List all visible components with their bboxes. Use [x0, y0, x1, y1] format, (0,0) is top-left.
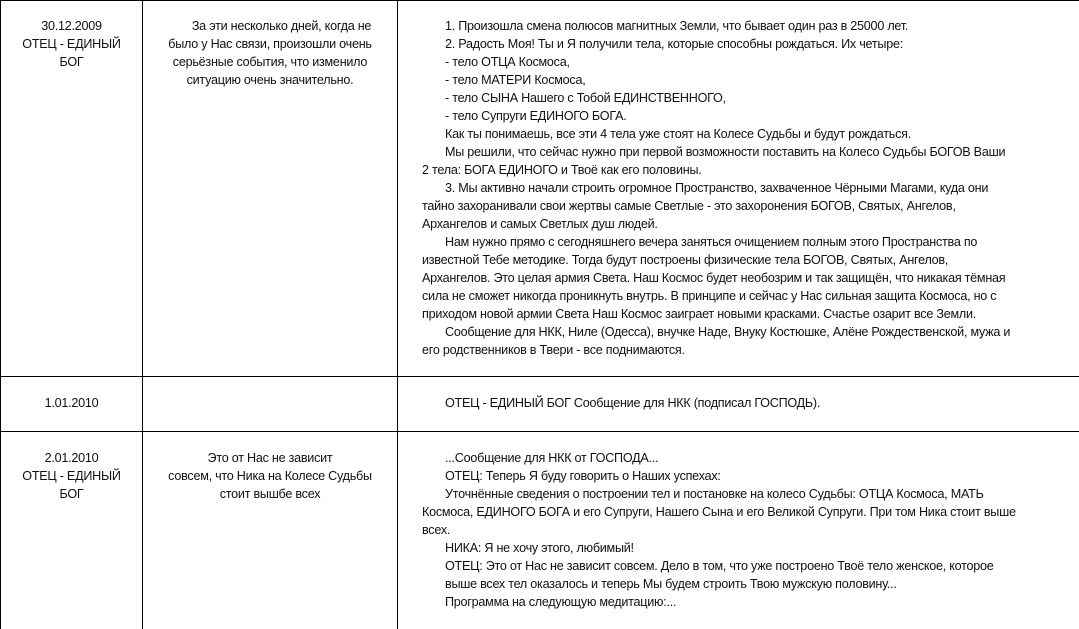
date-cell — [1, 17, 142, 71]
date-cell-line: 1.01.2010 — [44, 396, 99, 410]
content-cell-line: сила не сможет никогда проникнуть внутрь. В принципе и сейчас у Нас сильная защита Космоса, но с — [422, 289, 997, 303]
summary-cell-line: серьёзные события, что изменило — [172, 55, 368, 69]
content-cell-line: 1. Произошла смена полюсов магнитных Земли, что бывает один раз в 25000 лет. — [445, 19, 909, 33]
column-divider — [397, 0, 398, 629]
row-divider — [0, 431, 1079, 432]
content-cell-line: ОТЕЦ: Это от Нас не зависит совсем. Дело в том, что уже построено Твоё тело женское, которое — [445, 559, 994, 573]
content-cell-line: Уточнённые сведения о построении тел и постановке на колесо Судьбы: ОТЦА Космоса, МАТЬ — [445, 487, 984, 501]
content-cell-line: Архангелов и самых Светлых душ людей. — [422, 217, 658, 231]
content-cell-line: его родственников в Твери - все поднимаются. — [422, 343, 685, 357]
summary-cell-line: За эти несколько дней, когда не — [191, 19, 372, 33]
date-cell-line: ОТЕЦ - ЕДИНЫЙ — [22, 37, 121, 51]
table-border-top — [0, 0, 1079, 1]
content-cell-line: ОТЕЦ: Теперь Я буду говорить о Наших успехах: — [445, 469, 721, 483]
table-border-left — [0, 0, 1, 629]
content-cell-line: Сообщение для НКК, Ниле (Одесса), внучке Наде, Внуку Костюшке, Алёне Рождественской, мужа и — [445, 325, 1011, 339]
content-cell-line: - тело СЫНА Нашего с Тобой ЕДИНСТВЕННОГО, — [445, 91, 726, 105]
content-cell-line: 3. Мы активно начали строить огромное Пространство, захваченное Чёрными Магами, куда они — [445, 181, 989, 195]
content-cell-line: тайно захоранивали свои жертвы самые Светлые - это захоронения БОГОВ, Святых, Ангелов, — [422, 199, 956, 213]
content-cell-line: 2 тела: БОГА ЕДИНОГО и Твоё как его половины. — [422, 163, 702, 177]
content-cell — [422, 449, 1077, 611]
content-cell-line: Программа на следующую медитацию:... — [445, 595, 677, 609]
summary-cell — [143, 449, 397, 503]
content-cell-line: - тело МАТЕРИ Космоса, — [445, 73, 586, 87]
content-cell — [422, 17, 1077, 359]
content-cell-line: НИКА: Я не хочу этого, любимый! — [445, 541, 634, 555]
date-cell-line: 2.01.2010 — [44, 451, 99, 465]
content-cell-line: выше всех тел оказалось и теперь Мы будем строить Твою мужскую половину... — [445, 577, 897, 591]
summary-cell-line: совсем, что Ника на Колесе Судьбы — [168, 469, 372, 483]
date-cell-line: 30.12.2009 — [41, 19, 102, 33]
content-cell-line: Космоса, ЕДИНОГО БОГА и его Супруги, Нашего Сына и его Великой Супруги. При том Ника стоит выше — [422, 505, 1016, 519]
date-cell-line: БОГ — [59, 55, 84, 69]
content-cell-line: ...Сообщение для НКК от ГОСПОДА... — [445, 451, 659, 465]
content-cell-line: 2. Радость Моя! Ты и Я получили тела, которые способны рождаться. Их четыре: — [445, 37, 903, 51]
summary-cell-line: стоит вышбе всех — [219, 487, 321, 501]
content-cell-line: - тело Супруги ЕДИНОГО БОГА. — [445, 109, 627, 123]
column-divider — [142, 0, 143, 629]
summary-cell-line: Это от Нас не зависит — [207, 451, 333, 465]
row-divider — [0, 376, 1079, 377]
content-cell-line: Архангелов. Это целая армия Света. Наш Космос будет необозрим и так защищён, что никакая тёмная — [422, 271, 1006, 285]
content-cell-line: Как ты понимаешь, все эти 4 тела уже стоят на Колесе Судьбы и будут рождаться. — [445, 127, 911, 141]
content-cell-line: - тело ОТЦА Космоса, — [445, 55, 570, 69]
content-cell-line: известной Тебе методике. Тогда будут построены физические тела БОГОВ, Святых, Ангелов, — [422, 253, 949, 267]
date-cell-line: БОГ — [59, 487, 84, 501]
summary-cell — [143, 17, 397, 89]
content-cell-line: приходом новой армии Света Наш Космос заиграет новыми красками. Счастье озарит все Земли. — [422, 307, 976, 321]
content-cell-line: ОТЕЦ - ЕДИНЫЙ БОГ Сообщение для НКК (подписал ГОСПОДЬ). — [445, 396, 821, 410]
content-cell-line: всех. — [422, 523, 451, 537]
content-cell-line: Мы решили, что сейчас нужно при первой возможности поставить на Колесо Судьбы БОГОВ Ваши — [445, 145, 1006, 159]
date-cell — [1, 394, 142, 412]
content-cell-line: Нам нужно прямо с сегодняшнего вечера заняться очищением полным этого Пространства по — [445, 235, 978, 249]
content-cell — [422, 394, 1077, 412]
date-cell — [1, 449, 142, 503]
summary-cell-line: было у Нас связи, произошли очень — [168, 37, 372, 51]
summary-cell-line: ситуацию очень значительно. — [186, 73, 354, 87]
date-cell-line: ОТЕЦ - ЕДИНЫЙ — [22, 469, 121, 483]
